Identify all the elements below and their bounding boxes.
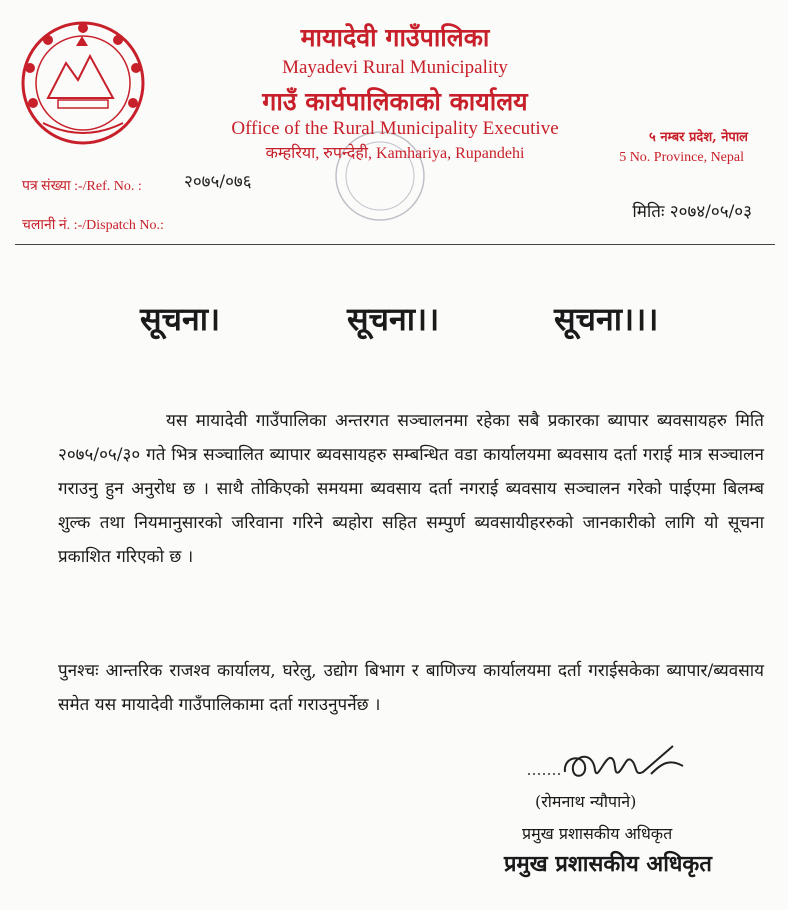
ref-number-value: २०७५/०७६ [184,172,252,192]
notice-heading-2: सूचना।। [347,300,440,338]
office-title-np: गाउँ कार्यपालिकाको कार्यालय [262,87,528,116]
signatory-title: प्रमुख प्रशासकीय अधिकृत [522,824,673,843]
letter-date: मितिः २०७४/०५/०३ [632,202,752,222]
header-divider [15,244,775,245]
signatory-name: (रोमनाथ न्यौपाने) [535,792,637,811]
province-np: ५ नम्बर प्रदेश, नेपाल [649,130,748,145]
office-title-en: Office of the Rural Municipality Executive [231,118,559,139]
municipality-emblem-icon [18,18,148,148]
handwritten-signature-icon [523,736,693,796]
office-address: कम्हरिया, रुपन्देही, Kamhariya, Rupandehi [265,145,525,162]
notice-heading-3: सूचना।।। [554,300,659,338]
notice-postscript-paragraph: पुनश्चः आन्तरिक राजश्व कार्यालय, घरेलु, उद्योग बिभाग र बाणिज्य कार्यालयमा दर्ता गराईसकेका ब्यापार/ब्यवसाय समेत यस मायादेवी गाउँपालिकामा दर्ता गराउनुपर्नेछ । [58,661,764,715]
province-en: 5 No. Province, Nepal [619,150,744,165]
signatory-stamp: प्रमुख प्रशासकीय अधिकृत [504,851,712,877]
municipality-title-np: मायादेवी गाउँपालिका [300,23,490,52]
notice-heading-1: सूचना। [140,300,221,338]
municipality-title-en: Mayadevi Rural Municipality [282,57,508,78]
ref-number-label: पत्र संख्या :-/Ref. No. : [22,179,142,194]
dispatch-number-label: चलानी नं. :-/Dispatch No.: [22,218,164,233]
notice-body-paragraph: यस मायादेवी गाउँपालिका अन्तरगत सञ्चालनमा रहेका सबै प्रकारका ब्यापार ब्यवसायहरु मिति २०७५/०५/३० गते भित्र सञ्चालित ब्यापार ब्यवसायहरु सम्बन्धित वडा कार्यालयमा ब्यवसाय दर्ता गराई मात्र सञ्चालन गराउनु हुन अनुरोध छ । साथै तोकिएको समयमा ब्यवसाय दर्ता नगराई ब्यवसाय सञ्चालन गरेको पाईएमा बिलम्ब शुल्क तथा नियमानुसारको जरिवाना गरिने ब्यहोरा सहित सम्पुर्ण ब्यवसायीहररुको जानकारीको लागि यो सूचना प्रकाशित गरिएको छ । [58,411,764,567]
